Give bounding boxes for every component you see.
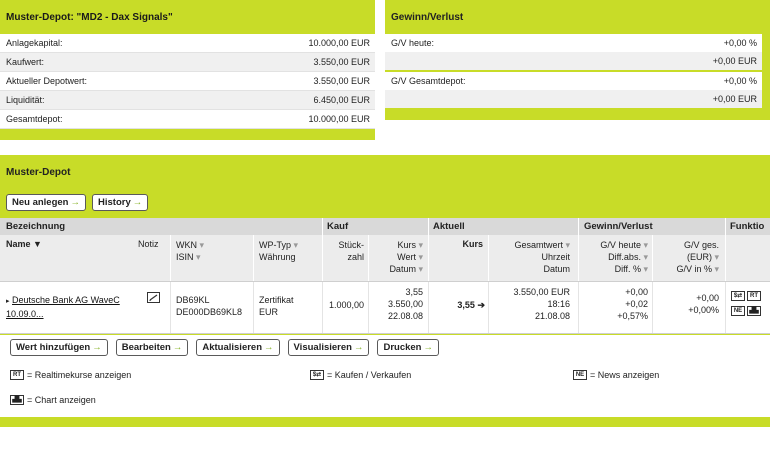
legend-realtime-text: = Realtimekurse anzeigen xyxy=(27,370,132,380)
chart-icon: ▟▙ xyxy=(10,395,24,405)
arrow-right-icon: → xyxy=(172,342,183,353)
sort-icon: ▾ xyxy=(196,252,201,262)
aktualisieren-button[interactable] xyxy=(196,339,279,356)
position-gv-heute xyxy=(578,286,648,322)
neu-anlegen-button[interactable] xyxy=(6,194,86,211)
sort-icon: ▾ xyxy=(293,240,299,250)
col-stueckzahl xyxy=(322,239,364,263)
col-group-bezeichnung: Bezeichnung xyxy=(6,221,66,232)
col-waehrung-label: Währung xyxy=(259,252,296,262)
bearbeiten-button[interactable] xyxy=(116,339,189,356)
position-gesamtwert-value: 3.550,00 EUR xyxy=(513,287,570,297)
position-kauf xyxy=(370,286,423,322)
col-diff-pct-label: Diff. % xyxy=(614,264,641,274)
arrow-right-icon: → xyxy=(92,342,102,353)
neu-anlegen-label: Neu anlegen xyxy=(12,197,69,208)
col-name[interactable] xyxy=(6,239,42,249)
sort-icon: ▾ xyxy=(565,240,570,250)
position-name[interactable] xyxy=(6,294,120,320)
col-akt-kurs: Kurs xyxy=(462,239,483,249)
position-wkn-isin xyxy=(176,294,242,318)
col-uhrzeit-label: Uhrzeit xyxy=(541,252,570,262)
arrow-right-icon: → xyxy=(132,197,143,208)
table-row xyxy=(0,282,770,334)
gv-heute-pct: +0,00 % xyxy=(723,38,757,48)
wert-hinzufuegen-button[interactable] xyxy=(10,339,108,356)
summary-label: Liquidität: xyxy=(6,95,45,105)
arrow-right-icon: → xyxy=(423,342,433,353)
col-group-funktion: Funktio xyxy=(730,221,765,232)
gv-gesamt-eur: +0,00 EUR xyxy=(712,94,757,104)
sort-icon: ▾ xyxy=(418,240,423,250)
history-button[interactable] xyxy=(92,194,148,211)
summary-label: Anlagekapital: xyxy=(6,38,63,48)
position-wkn: DB69KL xyxy=(176,295,210,305)
position-gv-ges xyxy=(655,292,719,316)
legend-chart-text: = Chart anzeigen xyxy=(27,395,96,405)
drucken-button[interactable] xyxy=(377,339,439,356)
summary-value: 10.000,00 EUR xyxy=(308,114,370,124)
position-diff-abs: +0,02 xyxy=(625,299,648,309)
sort-icon: ▾ xyxy=(418,264,423,274)
gv-heute-label: G/V heute: xyxy=(391,38,435,48)
sort-down-icon: ▼ xyxy=(33,239,42,249)
summary-row-liquiditaet xyxy=(0,91,375,110)
legend-kaufen-text: = Kaufen / Verkaufen xyxy=(327,370,412,380)
depot-top-buttons xyxy=(6,194,148,211)
col-gv-in-pct-label: G/V in % xyxy=(676,264,712,274)
sort-icon: ▾ xyxy=(418,252,423,262)
visualisieren-label: Visualisieren xyxy=(293,342,352,353)
gv-heute-eur-line xyxy=(385,52,762,70)
legend-chart xyxy=(10,395,96,405)
depot-summary-rows xyxy=(0,34,375,129)
position-typ xyxy=(259,294,294,318)
sort-icon: ▾ xyxy=(643,240,648,250)
muster-depot-title: Muster-Depot xyxy=(6,167,71,178)
summary-label: Kaufwert: xyxy=(6,57,45,67)
panel-footer-bar xyxy=(0,417,770,427)
news-icon[interactable]: NE xyxy=(731,306,745,316)
position-akt-kurs xyxy=(440,300,485,311)
position-name-link[interactable]: Deutsche Bank AG WaveC xyxy=(12,295,120,305)
gv-gesamt-pct: +0,00 % xyxy=(723,76,757,86)
col-kauf-kurs[interactable] xyxy=(370,239,423,275)
drucken-label: Drucken xyxy=(383,342,422,353)
gewinn-verlust-panel xyxy=(385,0,770,120)
summary-row-gesamtdepot xyxy=(0,110,375,129)
arrow-right-icon: → xyxy=(353,342,364,353)
summary-label: Gesamtdepot: xyxy=(6,114,63,124)
position-kauf-kurs: 3,55 xyxy=(405,287,423,297)
aktualisieren-label: Aktualisieren xyxy=(202,342,263,353)
gv-heute-block xyxy=(385,34,762,70)
position-gv-ges-value: +0,00 xyxy=(696,293,719,303)
panel-footer-bar xyxy=(385,110,770,120)
position-gv-heute-value: +0,00 xyxy=(625,287,648,297)
bullet-icon: ▸ xyxy=(6,298,10,305)
depot-action-buttons xyxy=(10,339,439,356)
position-waehrung: EUR xyxy=(259,307,279,317)
summary-value: 3.550,00 EUR xyxy=(313,76,370,86)
muster-depot-panel xyxy=(0,155,770,427)
position-stueckzahl: 1.000,00 xyxy=(328,300,364,310)
summary-value: 6.450,00 EUR xyxy=(313,95,370,105)
legend-news xyxy=(573,370,659,380)
col-diff-abs-label: Diff.abs. xyxy=(608,252,641,262)
chart-icon[interactable]: ▟▙ xyxy=(747,306,761,316)
col-wptyp-label: WP-Typ xyxy=(259,240,292,250)
position-diff-pct: +0,57% xyxy=(617,311,648,321)
notiz-edit-icon[interactable] xyxy=(147,292,160,305)
table-group-header xyxy=(0,218,770,235)
col-group-gewinn-verlust: Gewinn/Verlust xyxy=(584,221,653,232)
sort-icon: ▾ xyxy=(199,240,205,250)
col-wptyp[interactable] xyxy=(259,239,298,263)
bearbeiten-label: Bearbeiten xyxy=(121,342,171,353)
position-akt-kurs-value: 3,55 xyxy=(457,300,475,310)
gv-gesamt-label: G/V Gesamtdepot: xyxy=(391,76,466,86)
col-datum2-label: Datum xyxy=(543,264,570,274)
summary-row-kaufwert xyxy=(0,53,375,72)
summary-row-depotwert xyxy=(0,72,375,91)
kaufen-verkaufen-icon[interactable]: $⇄ xyxy=(731,291,745,301)
col-wkn-isin[interactable] xyxy=(176,239,204,263)
visualisieren-button[interactable] xyxy=(288,339,370,356)
panel-footer-bar xyxy=(0,130,375,140)
gv-gesamt-line xyxy=(385,72,762,90)
col-isin-label: ISIN xyxy=(176,252,194,262)
summary-row-anlagekapital xyxy=(0,34,375,53)
sort-icon: ▾ xyxy=(714,252,719,262)
gewinn-verlust-title: Gewinn/Verlust xyxy=(391,12,464,23)
trend-right-arrow-icon: ➔ xyxy=(477,300,485,310)
sort-icon: ▾ xyxy=(643,252,648,262)
position-isin: DE000DB69KL8 xyxy=(176,307,243,317)
kaufen-verkaufen-icon: $⇄ xyxy=(310,370,324,380)
col-kurs-label: Kurs xyxy=(397,240,416,250)
col-stueck-label: Stück- xyxy=(338,240,364,250)
summary-value: 10.000,00 EUR xyxy=(308,38,370,48)
col-group-kauf: Kauf xyxy=(327,221,349,232)
position-datum: 21.08.08 xyxy=(534,311,570,321)
depot-table xyxy=(0,218,770,334)
legend-kaufen xyxy=(310,370,411,380)
position-wptyp: Zertifikat xyxy=(259,295,294,305)
function-icons-top xyxy=(731,291,761,301)
position-gesamtwert xyxy=(490,286,570,322)
history-label: History xyxy=(98,197,131,208)
col-zahl-label: zahl xyxy=(347,252,364,262)
col-group-aktuell: Aktuell xyxy=(433,221,465,232)
arrow-right-icon: → xyxy=(264,342,274,353)
col-gesamtwert[interactable] xyxy=(490,239,570,275)
col-gesamtwert-label: Gesamtwert xyxy=(514,240,563,250)
position-kauf-datum: 22.08.08 xyxy=(387,311,423,321)
col-wert-label: Wert xyxy=(397,252,416,262)
summary-label: Aktueller Depotwert: xyxy=(6,76,88,86)
realtime-icon[interactable]: RT xyxy=(747,291,761,301)
col-wkn-label: WKN xyxy=(176,240,197,250)
gv-heute-eur: +0,00 EUR xyxy=(712,56,757,66)
col-gv-ges-label: G/V ges. xyxy=(683,240,719,250)
col-eur-label: (EUR) xyxy=(686,252,712,262)
col-gv-heute[interactable] xyxy=(578,239,648,275)
realtime-icon: RT xyxy=(10,370,24,380)
col-gv-heute-label: G/V heute xyxy=(600,240,641,250)
summary-value: 3.550,00 EUR xyxy=(313,57,370,67)
col-datum-label: Datum xyxy=(389,264,416,274)
legend-realtime xyxy=(10,370,131,380)
sort-icon: ▾ xyxy=(643,264,648,274)
position-gv-ges-pct: +0,00% xyxy=(688,305,719,315)
depot-summary-panel xyxy=(0,0,375,140)
table-column-header xyxy=(0,235,770,282)
col-gv-ges[interactable] xyxy=(655,239,719,275)
sort-icon: ▾ xyxy=(714,264,719,274)
wert-hinzufuegen-label: Wert hinzufügen xyxy=(16,342,91,353)
gv-heute-line xyxy=(385,34,762,52)
depot-summary-title: Muster-Depot: "MD2 - Dax Signals" xyxy=(6,12,173,23)
legend-news-text: = News anzeigen xyxy=(590,370,660,380)
gv-gesamt-eur-line xyxy=(385,90,762,108)
col-notiz: Notiz xyxy=(138,239,159,249)
col-name-label: Name xyxy=(6,239,31,249)
position-name-link-2[interactable]: 10.09.0... xyxy=(6,309,44,319)
position-kauf-wert: 3.550,00 xyxy=(387,299,423,309)
function-icons-bottom xyxy=(731,306,761,316)
gv-gesamt-block xyxy=(385,72,762,108)
news-icon: NE xyxy=(573,370,587,380)
position-uhrzeit: 18:16 xyxy=(547,299,570,309)
arrow-right-icon: → xyxy=(70,197,80,208)
